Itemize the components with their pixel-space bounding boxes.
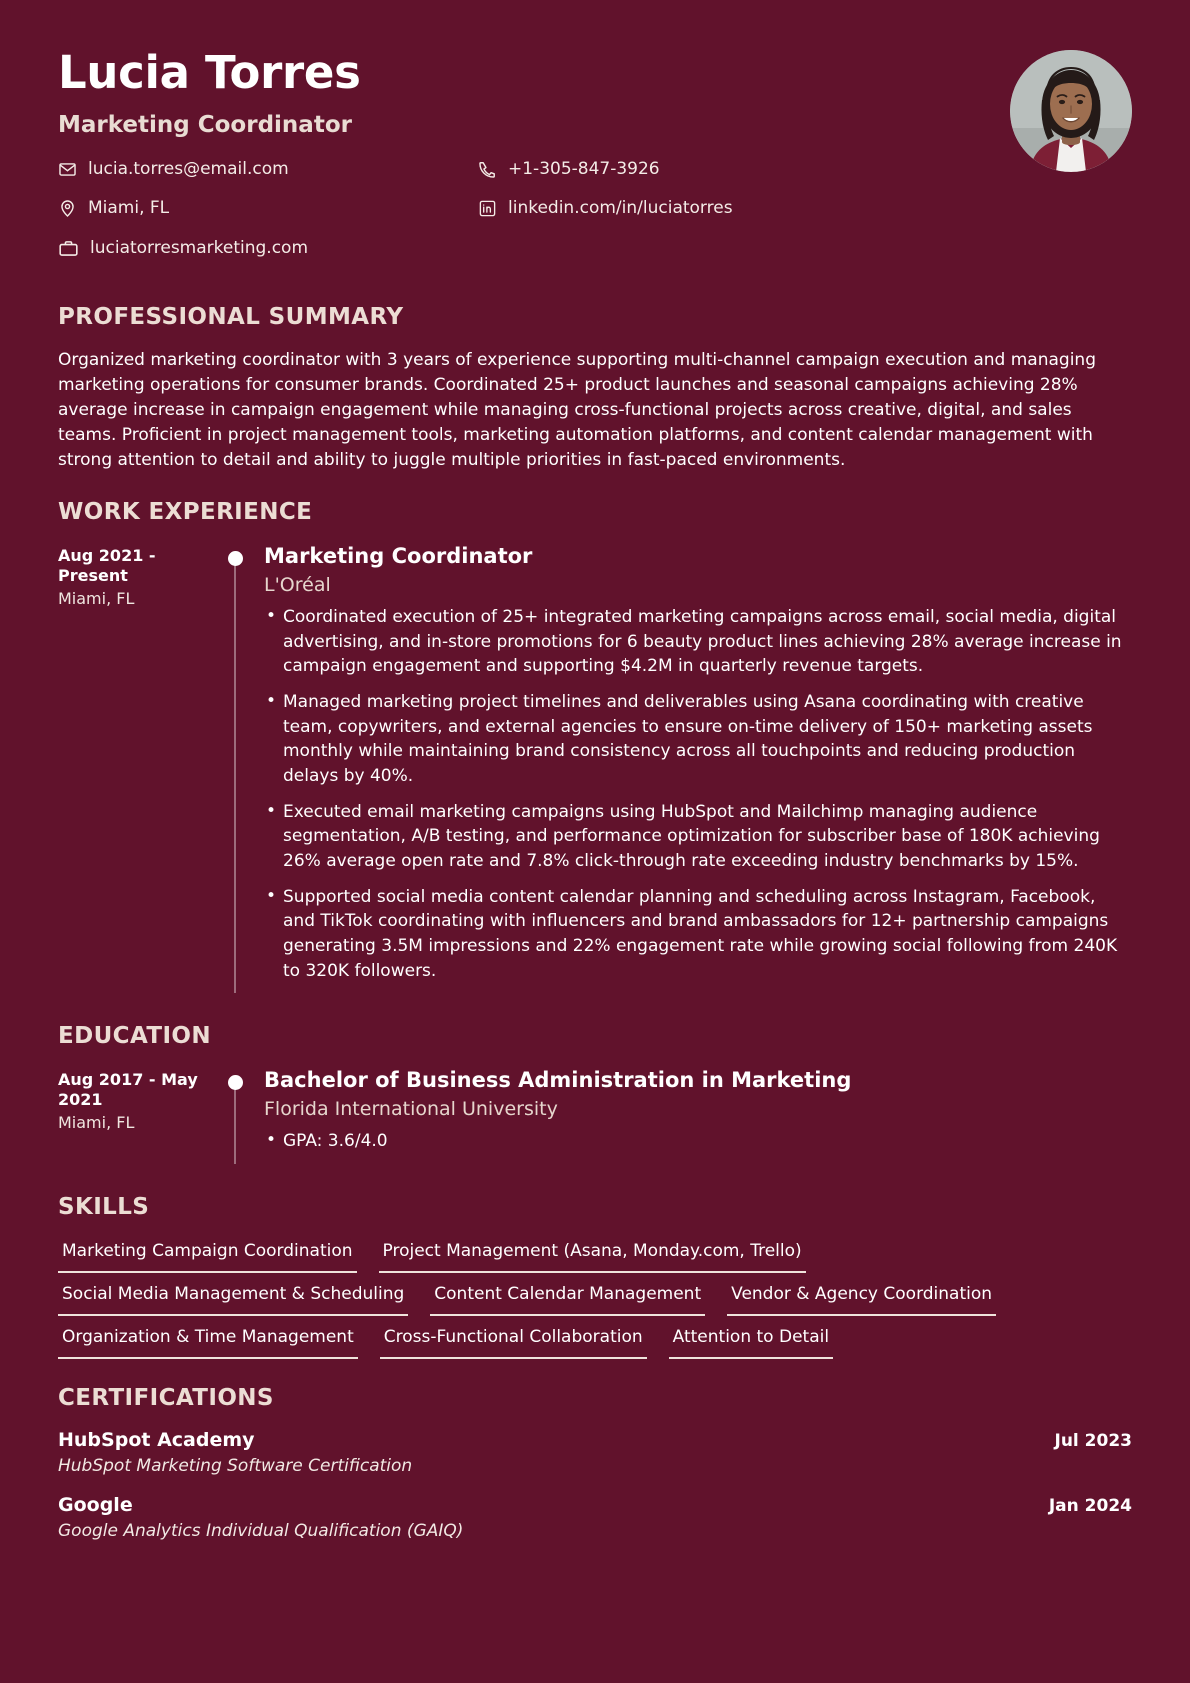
contact-linkedin[interactable]	[478, 199, 918, 218]
certification-date: Jan 2024	[1048, 1496, 1132, 1517]
skills-list	[58, 1238, 1058, 1359]
experience-date-range: Aug 2021 - Present	[58, 545, 156, 585]
education-body	[260, 1067, 1132, 1168]
skill-tag: Vendor & Agency Coordination	[727, 1281, 996, 1316]
section-professional-summary	[58, 304, 1132, 473]
phone-icon	[478, 160, 497, 179]
section-title-certifications: CERTIFICATIONS	[58, 1385, 274, 1412]
contact-phone[interactable]	[478, 160, 918, 179]
skill-tag: Cross-Functional Collaboration	[380, 1324, 647, 1359]
certification-item	[58, 1494, 1132, 1541]
skill-tag: Organization & Time Management	[58, 1324, 358, 1359]
experience-date-column	[58, 543, 228, 997]
location-pin-icon	[58, 199, 77, 218]
envelope-icon	[58, 160, 77, 179]
skill-tag: Content Calendar Management	[430, 1281, 705, 1316]
education-degree: Bachelor of Business Administration in Marketing	[264, 1068, 852, 1093]
skill-tag: Attention to Detail	[669, 1324, 833, 1359]
list-item: • Managed marketing project timelines and deliverables using Asana coordinating with creative team, copywriters, and external agencies to ensure on-time delivery of 150+ marketing assets monthly while maintaining brand consistency across all touchpoints and reducing production delays by 40%.	[264, 690, 1132, 789]
education-school: Florida International University	[264, 1098, 558, 1121]
contact-website-label: luciatorresmarketing.com	[90, 237, 309, 258]
contact-location	[58, 199, 478, 218]
section-title-skills: SKILLS	[58, 1194, 150, 1221]
list-item: • Supported social media content calendar planning and scheduling across Instagram, Facebook, and TikTok coordinating with influencers and brand ambassadors for 12+ partnership campaigns generating 3.5M impressions and 22% engagement rate while growing social following from 240K to 320K followers.	[264, 885, 1132, 984]
summary-text: Organized marketing coordinator with 3 years of experience supporting multi-channel campaign execution and managing marketing operations for consumer brands. Coordinated 25+ product launches and seasonal campaigns achieving 28% average increase in campaign engagement while managing cross-functional projects across creative, digital, and sales teams. Proficient in project management tools, marketing automation platforms, and content calendar management with strong attention to detail and ability to juggle multiple priorities in fast-paced environments.	[58, 350, 1096, 470]
certification-name: Google	[58, 1494, 133, 1517]
experience-bullet-list	[264, 605, 1132, 983]
contact-location-label: Miami, FL	[88, 197, 170, 218]
header-job-title: Marketing Coordinator	[58, 111, 352, 138]
education-bullet-list	[264, 1129, 1132, 1154]
section-education	[58, 1023, 1132, 1168]
contact-email[interactable]	[58, 160, 478, 179]
certification-name: HubSpot Academy	[58, 1429, 255, 1452]
timeline-marker	[228, 543, 260, 997]
contact-info-grid	[58, 160, 918, 259]
contact-website[interactable]	[58, 238, 478, 259]
timeline-line	[234, 563, 236, 993]
experience-company: L'Oréal	[264, 574, 331, 597]
briefcase-icon	[58, 238, 79, 259]
experience-role: Marketing Coordinator	[264, 543, 533, 568]
skill-tag: Project Management (Asana, Monday.com, Trello)	[379, 1238, 806, 1273]
list-item: • Executed email marketing campaigns using HubSpot and Mailchimp managing audience segmentation, A/B testing, and performance optimization for subscriber base of 180K achieving 26% average open rate and 7.8% click-through rate exceeding industry benchmarks by 15%.	[264, 800, 1132, 874]
experience-location: Miami, FL	[58, 588, 135, 608]
contact-linkedin-label: linkedin.com/in/luciatorres	[508, 197, 733, 218]
list-item: • Coordinated execution of 25+ integrated marketing campaigns across email, social media, digital advertising, and in-store promotions for 6 beauty product lines achieving 28% average increase in campaign engagement and supporting $4.2M in quarterly revenue targets.	[264, 605, 1132, 679]
avatar	[1010, 50, 1132, 172]
education-date-range: Aug 2017 - May 2021	[58, 1070, 198, 1110]
skill-tag: Marketing Campaign Coordination	[58, 1238, 357, 1273]
section-title-experience: WORK EXPERIENCE	[58, 498, 313, 525]
section-title-summary: PROFESSIONAL SUMMARY	[58, 304, 404, 330]
education-date-column	[58, 1067, 228, 1168]
certification-item	[58, 1429, 1132, 1476]
certification-description: Google Analytics Individual Qualification (GAIQ)	[58, 1521, 464, 1542]
section-skills	[58, 1194, 1132, 1359]
certification-header	[58, 1494, 1132, 1516]
timeline-marker	[228, 1067, 260, 1168]
contact-email-label: lucia.torres@email.com	[88, 158, 289, 179]
section-certifications	[58, 1385, 1132, 1541]
education-entry	[58, 1067, 1132, 1168]
certification-header	[58, 1429, 1132, 1451]
section-title-education: EDUCATION	[58, 1023, 212, 1050]
contact-phone-label: +1-305-847-3926	[508, 158, 660, 179]
experience-body	[260, 543, 1132, 997]
skill-tag: Social Media Management & Scheduling	[58, 1281, 408, 1316]
certification-date: Jul 2023	[1054, 1431, 1132, 1452]
certification-description: HubSpot Marketing Software Certification	[58, 1456, 413, 1477]
timeline-line	[234, 1087, 236, 1164]
section-work-experience	[58, 499, 1132, 997]
linkedin-icon	[478, 199, 497, 218]
page-title: Lucia Torres	[58, 46, 361, 99]
resume-header	[58, 48, 1132, 278]
list-item: • GPA: 3.6/4.0	[264, 1129, 1132, 1154]
education-location: Miami, FL	[58, 1113, 135, 1133]
experience-entry	[58, 543, 1132, 997]
